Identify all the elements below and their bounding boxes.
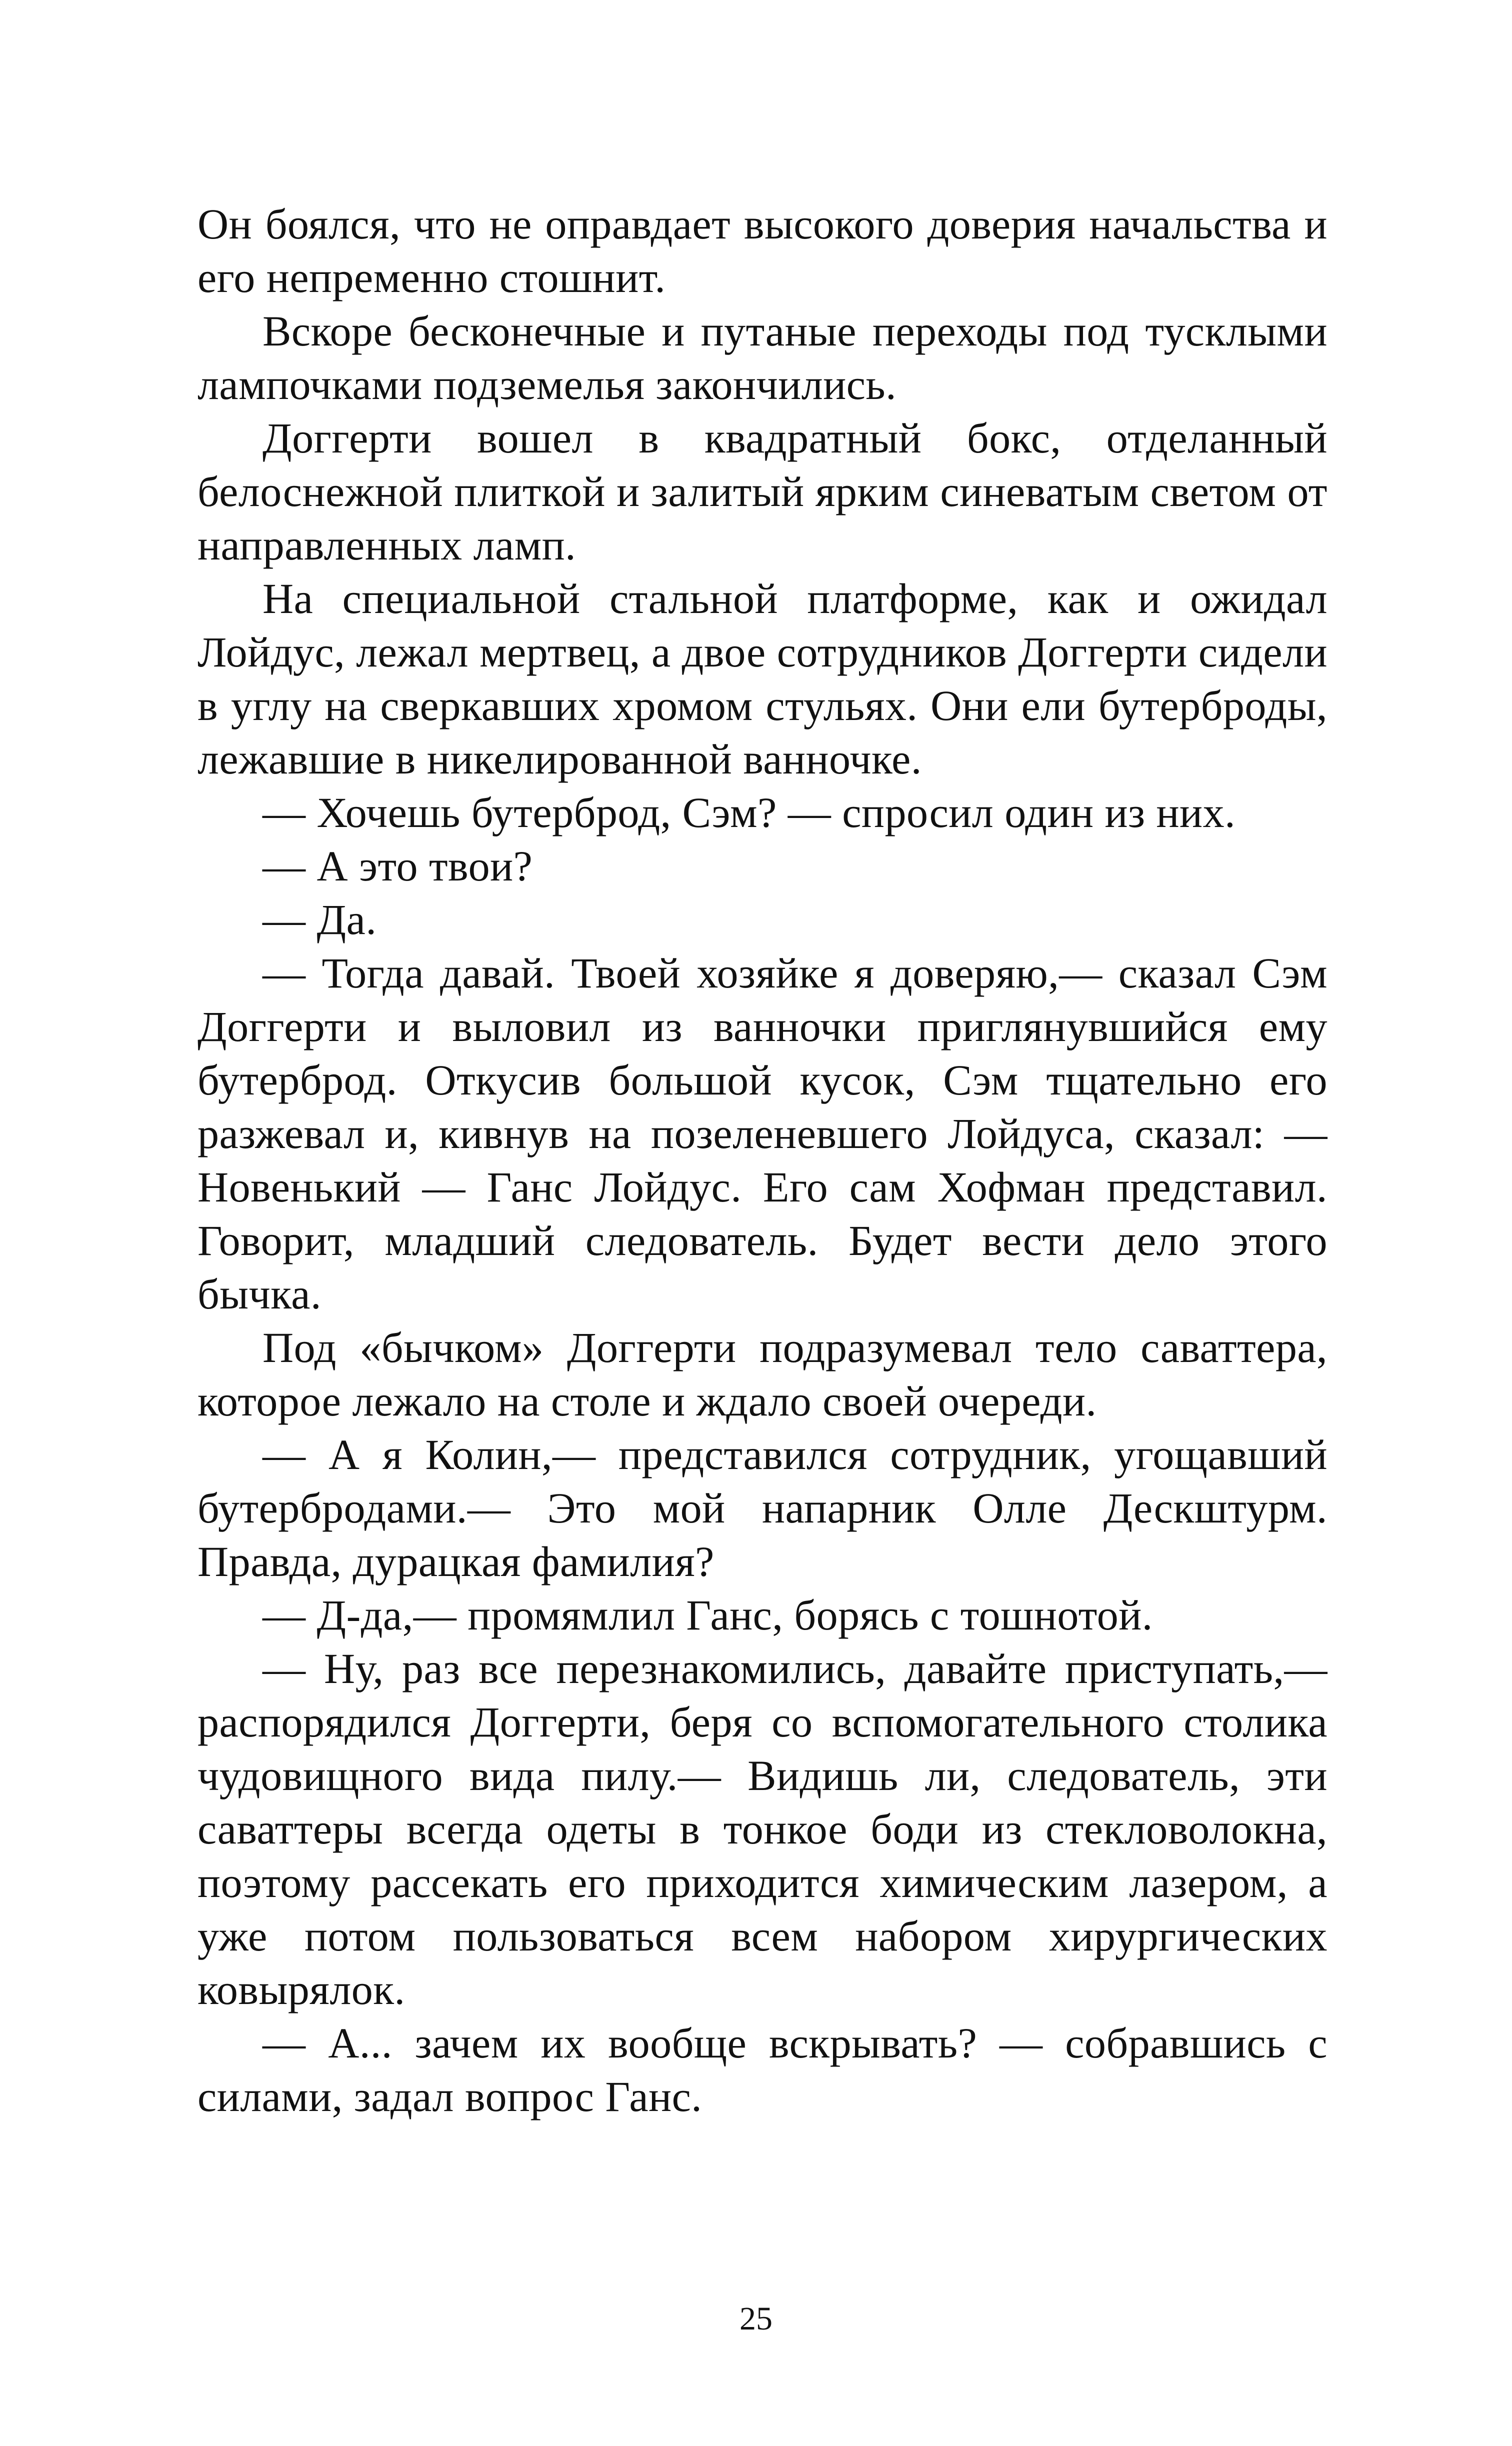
paragraph: Доггерти вошел в квадратный бокс, отделанный белоснежной плиткой и залитый ярким синеватым светом от направленных ламп. [198,414,1328,569]
body-text [198,198,1328,2124]
page-number: 25 [740,2300,772,2337]
dialogue-line: — А... зачем их вообще вскрывать? — собравшись с силами, задал вопрос Ганс. [198,2019,1328,2120]
dialogue-line: — Да. [262,896,377,944]
dialogue-line: — Хочешь бутерброд, Сэм? — спросил один из них. [262,788,1236,836]
paragraph: На специальной стальной платформе, как и ожидал Лойдус, лежал мертвец, а двое сотрудников Доггерти сидели в углу на сверкавших хромом стульях. Они ели бутерброды, лежавшие в никелированной ванночке. [198,574,1328,783]
paragraph: Он боялся, что не оправдает высокого доверия начальства и его непременно стошнит. [198,200,1328,302]
paragraph: Под «бычком» Доггерти подразумевал тело саваттера, которое лежало на столе и ждало своей очереди. [198,1324,1328,1425]
dialogue-line: — Тогда давай. Твоей хозяйке я доверяю,— сказал Сэм Доггерти и выловил из ванночки приглянувшийся ему бутерброд. Откусив большой кусок, Сэм тщательно его разжевал и, кивнув на позеленевшего Лойдуса, сказал: — Новенький — Ганс Лойдус. Его сам Хофман представил. Говорит, младший следователь. Будет вести дело этого бычка. [198,949,1328,1318]
dialogue-line: — Д-да,— промямлил Ганс, борясь с тошнотой. [262,1591,1153,1639]
dialogue-line: — А я Колин,— представился сотрудник, угощавший бутербродами.— Это мой напарник Олле Дескштурм. Правда, дурацкая фамилия? [198,1430,1328,1586]
paragraph: Вскоре бесконечные и путаные переходы под тусклыми лампочками подземелья закончились. [198,307,1328,408]
dialogue-line: — Ну, раз все перезнакомились, давайте приступать,— распорядился Доггерти, беря со вспомогательного столика чудовищного вида пилу.— Видишь ли, следователь, эти саваттеры всегда одеты в тонкое боди из стекловолокна, поэтому рассекать его приходится химическим лазером, а уже потом пользоваться всем набором хирургических ковырялок. [198,1644,1328,2014]
dialogue-line: — А это твои? [262,842,533,890]
